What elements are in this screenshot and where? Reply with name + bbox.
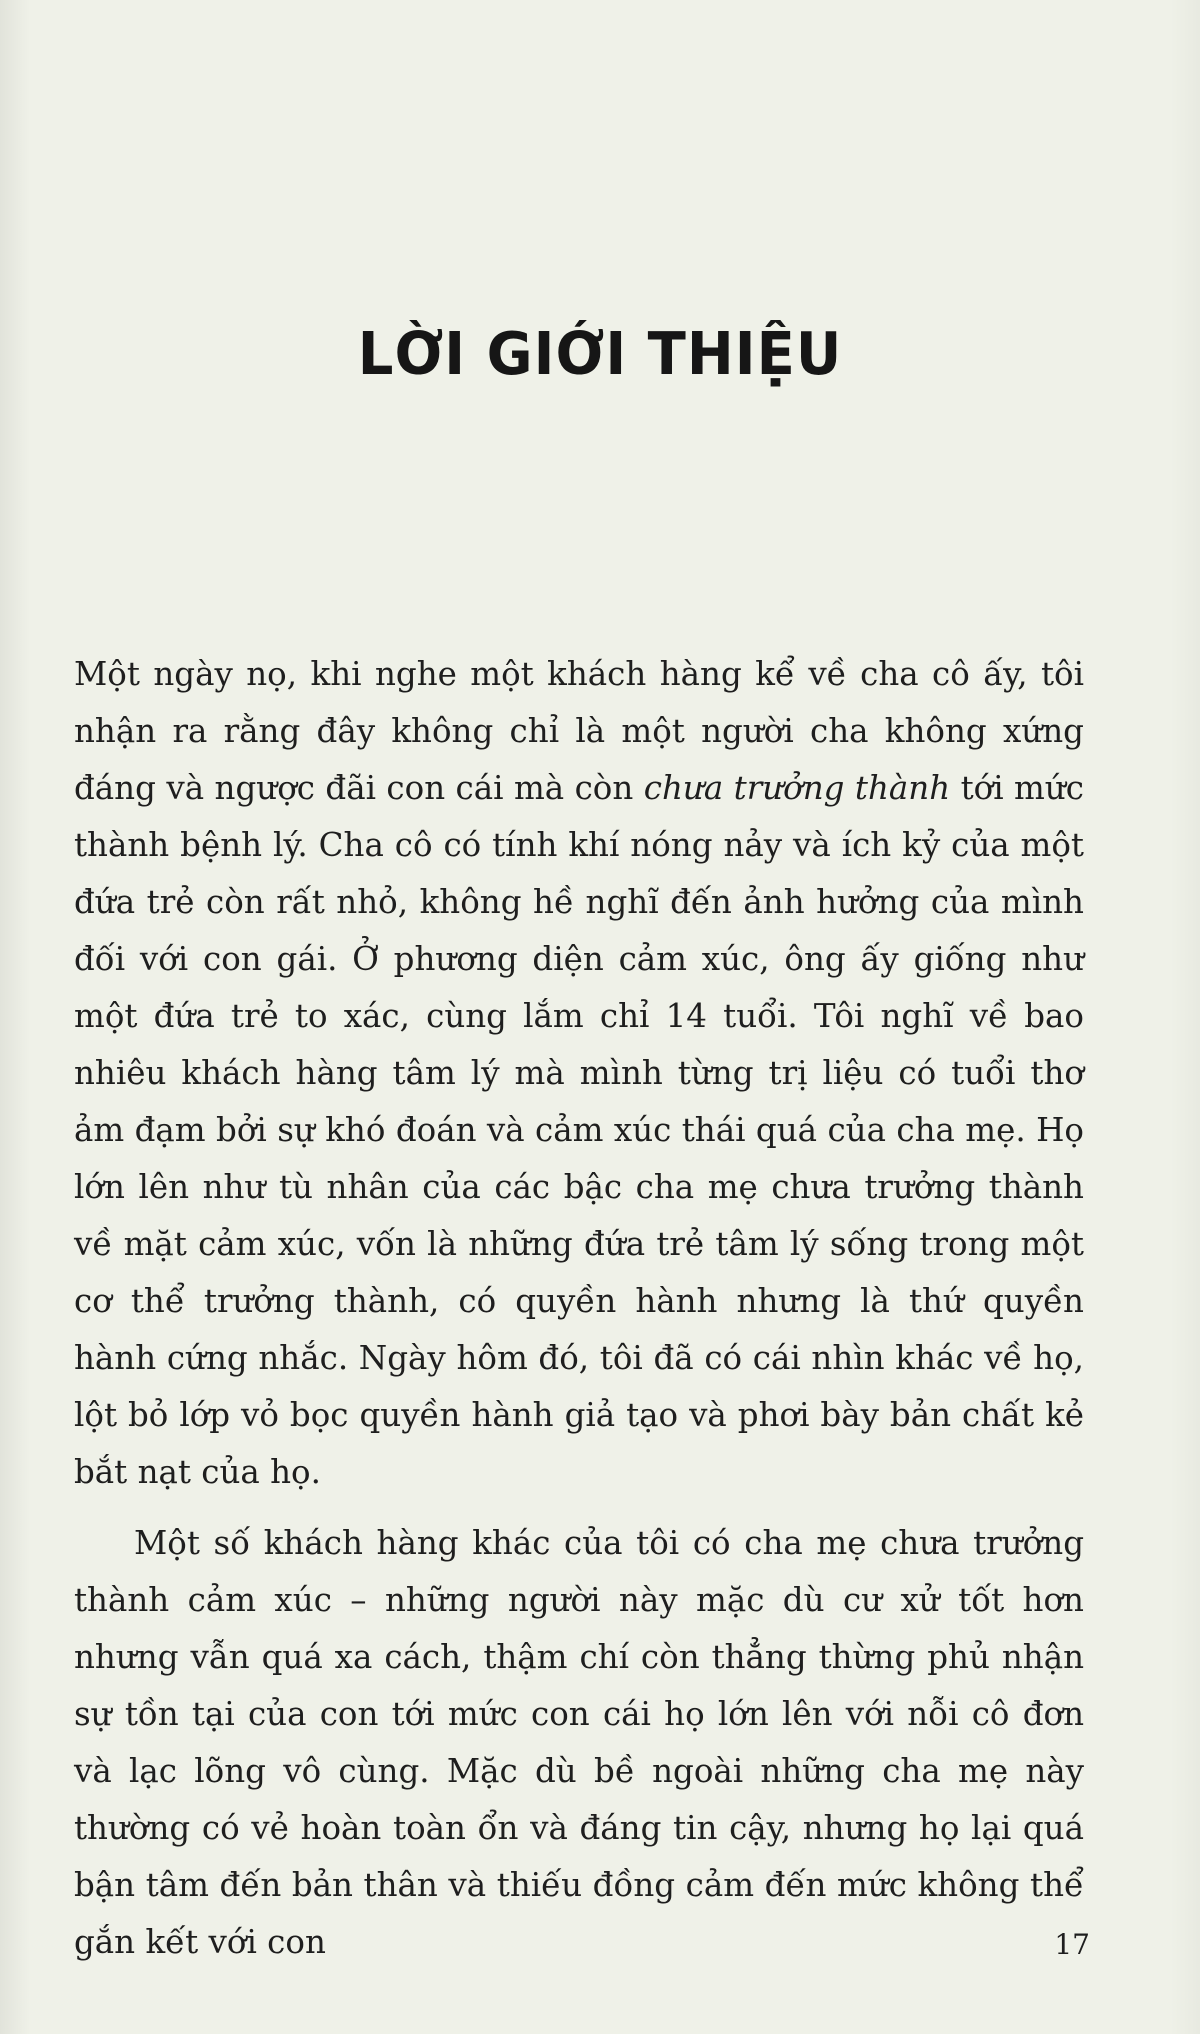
paragraph-2: Một số khách hàng khác của tôi có cha mẹ chưa trưởng thành cảm xúc – những người này mặc dù cư xử tốt hơn nhưng vẫn quá xa cách, thậm chí còn thẳng thừng phủ nhận sự tồn tại của con tới mức con cái họ lớn lên với nỗi cô đơn và lạc lõng vô cùng. Mặc dù bề ngoài những cha mẹ này thường có vẻ hoàn toàn ổn và đáng tin cậy, nhưng họ lại quá bận tâm đến bản thân và thiếu đồng cảm đến mức không thể gắn kết với con [74, 1524, 1084, 1961]
paragraph-1-italic: chưa trưởng thành [643, 769, 951, 807]
body-text [74, 646, 1084, 1971]
paragraph-1-end: tới mức thành bệnh lý. Cha cô có tính khí nóng nảy và ích kỷ của một đứa trẻ còn rất nhỏ, không hề nghĩ đến ảnh hưởng của mình đối với con gái. Ở phương diện cảm xúc, ông ấy giống như một đứa trẻ to xác, cùng lắm chỉ 14 tuổi. Tôi nghĩ về bao nhiêu khách hàng tâm lý mà mình từng trị liệu có tuổi thơ ảm đạm bởi sự khó đoán và cảm xúc thái quá của cha mẹ. Họ lớn lên như tù nhân của các bậc cha mẹ chưa trưởng thành về mặt cảm xúc, vốn là những đứa trẻ tâm lý sống trong một cơ thể trưởng thành, có quyền hành nhưng là thứ quyền hành cứng nhắc. Ngày hôm đó, tôi đã có cái nhìn khác về họ, lột bỏ lớp vỏ bọc quyền hành giả tạo và phơi bày bản chất kẻ bắt nạt của họ. [74, 769, 1084, 1491]
paragraph-1-start: Một ngày nọ, khi nghe một khách hàng kể về cha cô ấy, tôi nhận ra rằng đây không chỉ là một người cha không xứng đáng và ngược đãi con cái mà còn [74, 655, 1084, 807]
paragraph-1 [74, 646, 1084, 1501]
page-number: 17 [1054, 1928, 1090, 1961]
chapter-title: LỜI GIỚI THIỆU [357, 320, 843, 389]
